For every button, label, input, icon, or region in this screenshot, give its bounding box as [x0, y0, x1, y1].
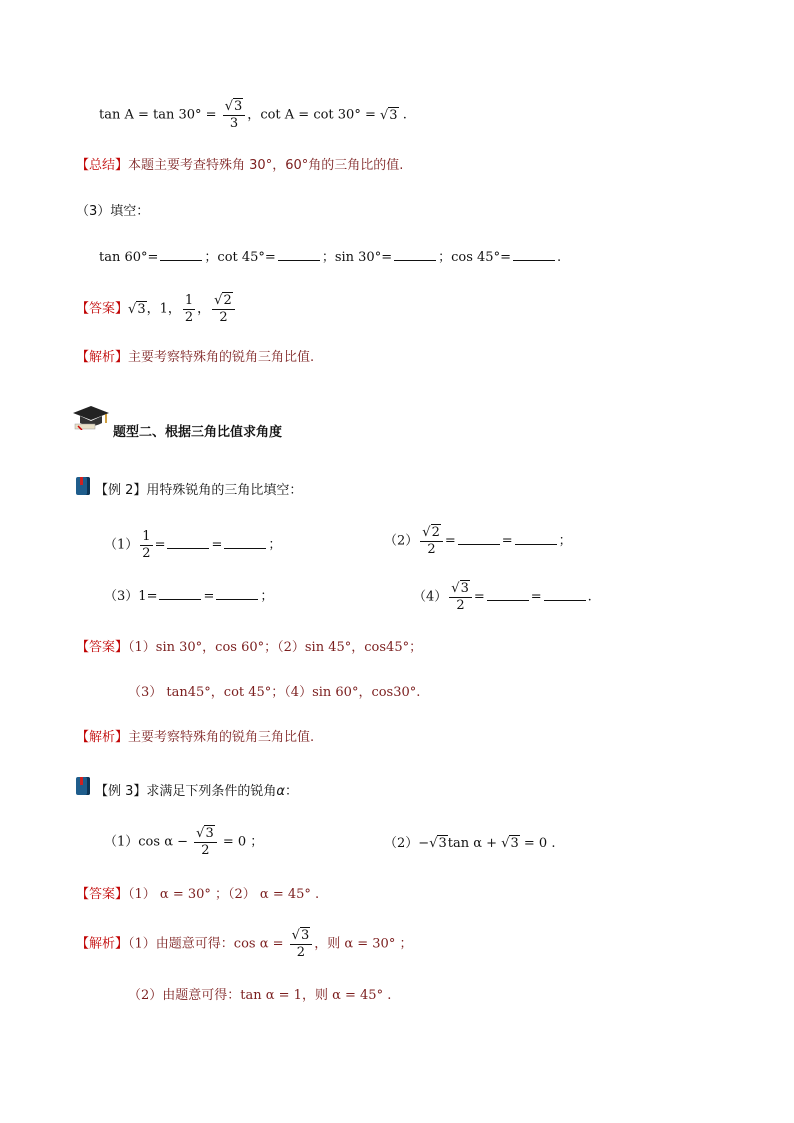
section-title: 题型二、根据三角比值求角度 [113, 425, 283, 440]
blank[interactable] [458, 543, 500, 545]
example-3-item-2: （2）−√3tan α + √3 = 0 . [384, 836, 556, 851]
analysis-2: 【解析】主要考察特殊角的锐角三角比值. [76, 730, 315, 745]
blank[interactable] [278, 259, 320, 261]
fraction: $\frac{√3}{3}$ [223, 100, 246, 130]
blank[interactable] [216, 598, 258, 600]
answer-2-line-2: （3） tan45°，cot 45°；（4）sin 60°，cos30°. [128, 685, 421, 700]
example-3: 【例 3】求满足下列条件的锐角α： [95, 784, 299, 799]
blank[interactable] [159, 598, 201, 600]
analysis-1: 【解析】主要考察特殊角的锐角三角比值. [76, 350, 315, 365]
answer-2: 【答案】（1）sin 30°，cos 60°；（2）sin 45°，cos45°； [76, 640, 423, 655]
blank[interactable] [513, 259, 555, 261]
blank[interactable] [487, 599, 529, 601]
example-2: 【例 2】用特殊锐角的三角比填空： [95, 483, 303, 498]
example-2-item-2: （2） $\frac{√2}{2}$ = = ； [384, 525, 572, 557]
summary: 【总结】本题主要考查特殊角 30°，60°角的三角比的值. [76, 158, 404, 173]
graduation-cap-icon [72, 404, 110, 430]
question-3-title: （3）填空： [76, 204, 150, 219]
blank[interactable] [544, 599, 586, 601]
fill-blanks-line: tan 60°= ；cot 45°= ；sin 30°= ；cos 45°= . [99, 250, 562, 265]
example-2-item-1: （1） $\frac{1}{2}$ = = ； [104, 529, 282, 561]
blank[interactable] [515, 543, 557, 545]
example-3-item-1: （1）cos α − $\frac{√3}{2}$ = 0 ； [104, 826, 264, 858]
answer-3: 【答案】（1） α = 30° ；（2） α = 45° . [76, 887, 320, 902]
example-2-item-4: （4） $\frac{√3}{2}$ = = . [413, 581, 592, 613]
blank[interactable] [224, 547, 266, 549]
analysis-3: 【解析】（1）由题意可得：cos α = $\frac{√3}{2}$ ，则 α = 30° ； [76, 928, 413, 960]
blank[interactable] [394, 259, 436, 261]
blank[interactable] [167, 547, 209, 549]
answer-1: 【答案】√3，1， $\frac{1}{2}$ ， $\frac{√2}{2}$ [76, 294, 237, 324]
formula-tan-cot-30: tan A = tan 30° = $\frac{√3}{3}$ ，cot A = cot 30° = √3 . [99, 99, 407, 131]
example-2-item-3: （3）1= = ； [104, 589, 274, 604]
blank[interactable] [160, 259, 202, 261]
analysis-3-line-2: （2）由题意可得：tan α = 1，则 α = 45° . [128, 988, 392, 1003]
book-icon [76, 777, 90, 795]
book-icon [76, 477, 90, 495]
